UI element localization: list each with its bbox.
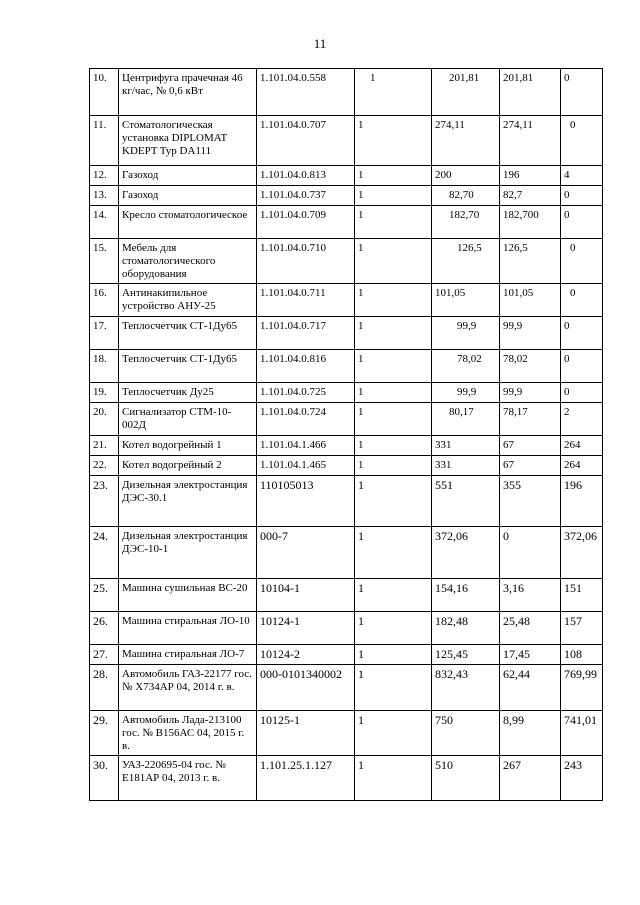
inventory-code-cell: 1.101.04.1.465 <box>257 456 355 476</box>
row-number-cell: 15. <box>90 239 119 284</box>
inventory-code-cell: 1.101.04.0.816 <box>257 350 355 383</box>
item-name-cell: Центрифуга прачечная 46 кг/час, № 0,6 кВт <box>119 69 257 116</box>
table-row <box>90 383 603 403</box>
depreciation-cell: 267 <box>500 756 561 801</box>
depreciation-cell: 355 <box>500 476 561 527</box>
row-number-cell: 14. <box>90 206 119 239</box>
depreciation-cell: 8,99 <box>500 711 561 756</box>
residual-value-cell: 0 <box>561 206 603 239</box>
book-value-cell: 182,70 <box>432 206 500 239</box>
item-name-cell: Котел водогрейный 1 <box>119 436 257 456</box>
depreciation-cell: 67 <box>500 436 561 456</box>
inventory-code-cell: 10124-1 <box>257 612 355 645</box>
table-row <box>90 317 603 350</box>
item-name-cell: Машина сушильная ВС-20 <box>119 579 257 612</box>
inventory-code-cell: 000-7 <box>257 527 355 579</box>
quantity-cell: 1 <box>355 579 432 612</box>
item-name-cell: Сигнализатор СТМ-10-002Д <box>119 403 257 436</box>
quantity-cell: 1 <box>355 206 432 239</box>
table-row <box>90 69 603 116</box>
quantity-cell: 1 <box>355 456 432 476</box>
row-number-cell: 29. <box>90 711 119 756</box>
depreciation-cell: 201,81 <box>500 69 561 116</box>
page-number: 11 <box>313 36 327 51</box>
quantity-cell: 1 <box>355 350 432 383</box>
residual-value-cell: 0 <box>561 284 603 317</box>
row-number-cell: 21. <box>90 436 119 456</box>
inventory-code-cell: 000-0101340002 <box>257 665 355 711</box>
quantity-cell: 1 <box>355 186 432 206</box>
quantity-cell: 1 <box>355 476 432 527</box>
row-number-cell: 22. <box>90 456 119 476</box>
table-row <box>90 579 603 612</box>
residual-value-cell: 0 <box>561 116 603 166</box>
item-name-cell: Машина стиральная ЛО-7 <box>119 645 257 665</box>
residual-value-cell: 264 <box>561 436 603 456</box>
book-value-cell: 750 <box>432 711 500 756</box>
quantity-cell: 1 <box>355 756 432 801</box>
inventory-table <box>89 68 603 801</box>
item-name-cell: Автомобиль ГАЗ-22177 гос. № Х734АР 04, 2014 г. в. <box>119 665 257 711</box>
book-value-cell: 154,16 <box>432 579 500 612</box>
residual-value-cell: 264 <box>561 456 603 476</box>
inventory-code-cell: 10125-1 <box>257 711 355 756</box>
book-value-cell: 274,11 <box>432 116 500 166</box>
item-name-cell: Теплосчетчик СТ-1Ду65 <box>119 317 257 350</box>
book-value-cell: 182,48 <box>432 612 500 645</box>
row-number-cell: 28. <box>90 665 119 711</box>
residual-value-cell: 372,06 <box>561 527 603 579</box>
item-name-cell: Дизельная электростанция ДЭС-10-1 <box>119 527 257 579</box>
book-value-cell: 331 <box>432 456 500 476</box>
item-name-cell: Котел водогрейный 2 <box>119 456 257 476</box>
inventory-code-cell: 1.101.04.1.466 <box>257 436 355 456</box>
depreciation-cell: 274,11 <box>500 116 561 166</box>
residual-value-cell: 157 <box>561 612 603 645</box>
quantity-cell: 1 <box>355 284 432 317</box>
book-value-cell: 832,43 <box>432 665 500 711</box>
item-name-cell: Стоматологическая установка DIPLOMAT KDEPT Typ DA111 <box>119 116 257 166</box>
row-number-cell: 13. <box>90 186 119 206</box>
depreciation-cell: 25,48 <box>500 612 561 645</box>
book-value-cell: 82,70 <box>432 186 500 206</box>
book-value-cell: 331 <box>432 436 500 456</box>
table-row <box>90 456 603 476</box>
quantity-cell: 1 <box>355 239 432 284</box>
book-value-cell: 101,05 <box>432 284 500 317</box>
row-number-cell: 10. <box>90 69 119 116</box>
row-number-cell: 17. <box>90 317 119 350</box>
depreciation-cell: 67 <box>500 456 561 476</box>
table-row <box>90 403 603 436</box>
depreciation-cell: 101,05 <box>500 284 561 317</box>
row-number-cell: 24. <box>90 527 119 579</box>
depreciation-cell: 0 <box>500 527 561 579</box>
residual-value-cell: 0 <box>561 350 603 383</box>
table-row <box>90 476 603 527</box>
item-name-cell: Антинакипильное устройство АНУ-25 <box>119 284 257 317</box>
inventory-code-cell: 1.101.04.0.558 <box>257 69 355 116</box>
residual-value-cell: 0 <box>561 239 603 284</box>
item-name-cell: Дизельная электростанция ДЭС-30.1 <box>119 476 257 527</box>
inventory-code-cell: 1.101.04.0.707 <box>257 116 355 166</box>
quantity-cell: 1 <box>355 116 432 166</box>
row-number-cell: 23. <box>90 476 119 527</box>
residual-value-cell: 243 <box>561 756 603 801</box>
inventory-code-cell: 1.101.04.0.711 <box>257 284 355 317</box>
table-row <box>90 527 603 579</box>
depreciation-cell: 78,17 <box>500 403 561 436</box>
quantity-cell: 1 <box>355 645 432 665</box>
row-number-cell: 30. <box>90 756 119 801</box>
table-row <box>90 206 603 239</box>
table-row <box>90 116 603 166</box>
table-row <box>90 665 603 711</box>
residual-value-cell: 0 <box>561 69 603 116</box>
quantity-cell: 1 <box>355 383 432 403</box>
item-name-cell: Теплосчетчик Ду25 <box>119 383 257 403</box>
row-number-cell: 20. <box>90 403 119 436</box>
depreciation-cell: 99,9 <box>500 317 561 350</box>
table-row <box>90 239 603 284</box>
row-number-cell: 12. <box>90 166 119 186</box>
item-name-cell: Мебель для стоматологического оборудования <box>119 239 257 284</box>
table-row <box>90 350 603 383</box>
residual-value-cell: 151 <box>561 579 603 612</box>
quantity-cell: 1 <box>355 665 432 711</box>
residual-value-cell: 0 <box>561 317 603 350</box>
item-name-cell: Кресло стоматологическое <box>119 206 257 239</box>
row-number-cell: 11. <box>90 116 119 166</box>
depreciation-cell: 126,5 <box>500 239 561 284</box>
row-number-cell: 26. <box>90 612 119 645</box>
residual-value-cell: 769,99 <box>561 665 603 711</box>
residual-value-cell: 2 <box>561 403 603 436</box>
quantity-cell: 1 <box>355 612 432 645</box>
residual-value-cell: 0 <box>561 186 603 206</box>
quantity-cell: 1 <box>355 436 432 456</box>
inventory-code-cell: 1.101.04.0.710 <box>257 239 355 284</box>
residual-value-cell: 4 <box>561 166 603 186</box>
book-value-cell: 372,06 <box>432 527 500 579</box>
depreciation-cell: 99,9 <box>500 383 561 403</box>
depreciation-cell: 182,700 <box>500 206 561 239</box>
depreciation-cell: 62,44 <box>500 665 561 711</box>
quantity-cell: 1 <box>355 711 432 756</box>
inventory-code-cell: 10124-2 <box>257 645 355 665</box>
row-number-cell: 19. <box>90 383 119 403</box>
book-value-cell: 200 <box>432 166 500 186</box>
inventory-code-cell: 1.101.04.0.709 <box>257 206 355 239</box>
book-value-cell: 78,02 <box>432 350 500 383</box>
item-name-cell: Автомобиль Лада-213100 гос. № В156АС 04, 2015 г. в. <box>119 711 257 756</box>
table-row <box>90 756 603 801</box>
depreciation-cell: 82,7 <box>500 186 561 206</box>
residual-value-cell: 741,01 <box>561 711 603 756</box>
quantity-cell: 1 <box>355 527 432 579</box>
depreciation-cell: 3,16 <box>500 579 561 612</box>
quantity-cell: 1 <box>355 166 432 186</box>
table-row <box>90 436 603 456</box>
item-name-cell: Газоход <box>119 166 257 186</box>
table-row <box>90 645 603 665</box>
item-name-cell: Машина стиральная ЛО-10 <box>119 612 257 645</box>
residual-value-cell: 108 <box>561 645 603 665</box>
depreciation-cell: 78,02 <box>500 350 561 383</box>
quantity-cell: 1 <box>355 403 432 436</box>
table-row <box>90 186 603 206</box>
book-value-cell: 99,9 <box>432 317 500 350</box>
residual-value-cell: 0 <box>561 383 603 403</box>
inventory-code-cell: 10104-1 <box>257 579 355 612</box>
row-number-cell: 16. <box>90 284 119 317</box>
table-row <box>90 284 603 317</box>
inventory-code-cell: 1.101.04.0.737 <box>257 186 355 206</box>
quantity-cell: 1 <box>355 317 432 350</box>
depreciation-cell: 196 <box>500 166 561 186</box>
inventory-table-body <box>90 69 603 801</box>
inventory-code-cell: 1.101.04.0.725 <box>257 383 355 403</box>
depreciation-cell: 17,45 <box>500 645 561 665</box>
row-number-cell: 27. <box>90 645 119 665</box>
item-name-cell: Газоход <box>119 186 257 206</box>
quantity-cell: 1 <box>355 69 432 116</box>
inventory-code-cell: 110105013 <box>257 476 355 527</box>
residual-value-cell: 196 <box>561 476 603 527</box>
book-value-cell: 126,5 <box>432 239 500 284</box>
book-value-cell: 551 <box>432 476 500 527</box>
item-name-cell: УАЗ-220695-04 гос. № Е181АР 04, 2013 г. в. <box>119 756 257 801</box>
inventory-code-cell: 1.101.04.0.724 <box>257 403 355 436</box>
table-row <box>90 612 603 645</box>
table-row <box>90 166 603 186</box>
book-value-cell: 80,17 <box>432 403 500 436</box>
book-value-cell: 125,45 <box>432 645 500 665</box>
book-value-cell: 510 <box>432 756 500 801</box>
table-row <box>90 711 603 756</box>
book-value-cell: 201,81 <box>432 69 500 116</box>
inventory-code-cell: 1.101.04.0.813 <box>257 166 355 186</box>
book-value-cell: 99,9 <box>432 383 500 403</box>
row-number-cell: 18. <box>90 350 119 383</box>
item-name-cell: Теплосчетчик СТ-1Ду65 <box>119 350 257 383</box>
row-number-cell: 25. <box>90 579 119 612</box>
inventory-code-cell: 1.101.25.1.127 <box>257 756 355 801</box>
inventory-code-cell: 1.101.04.0.717 <box>257 317 355 350</box>
